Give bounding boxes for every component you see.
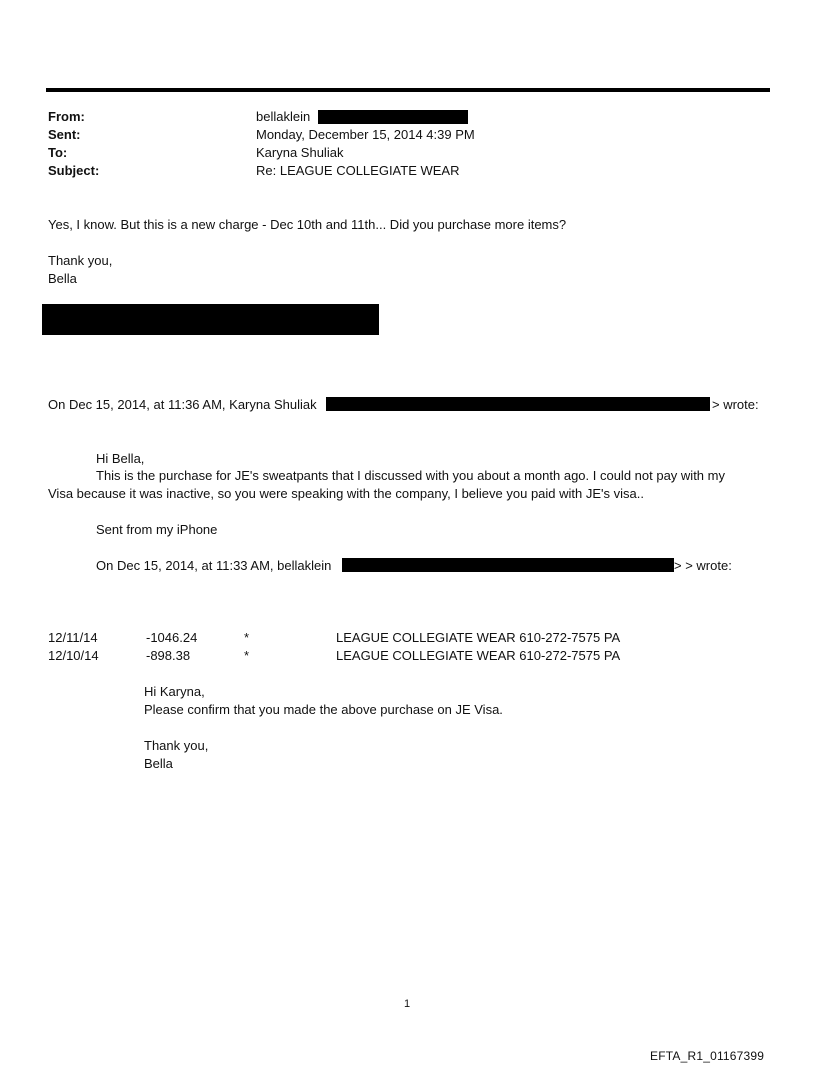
page-number: 1	[404, 998, 411, 1010]
sent-from: Sent from my iPhone	[96, 522, 218, 537]
message-greeting: Hi Karyna,	[144, 684, 205, 699]
from-value: bellaklein	[256, 109, 311, 124]
message-body: Yes, I know. But this is a new charge - Dec 10th and 11th... Did you purchase more items?	[48, 217, 567, 232]
txn-mark: *	[244, 630, 250, 645]
txn-date: 12/10/14	[48, 648, 99, 663]
quote-intro: On Dec 15, 2014, at 11:36 AM, Karyna Shuliak	[48, 397, 317, 412]
from-label: From:	[48, 109, 85, 124]
redaction-bar	[342, 558, 674, 572]
message-closing: Thank you,	[48, 253, 113, 268]
redaction-bar	[318, 110, 468, 124]
message-signature: Bella	[144, 756, 173, 771]
quote-intro: On Dec 15, 2014, at 11:33 AM, bellaklein	[96, 558, 332, 573]
message-body: Please confirm that you made the above purchase on JE Visa.	[144, 702, 503, 717]
txn-amount: -898.38	[146, 648, 191, 663]
txn-date: 12/11/14	[48, 630, 98, 645]
txn-mark: *	[244, 648, 250, 663]
quote-intro-end: > wrote:	[712, 397, 759, 412]
sent-label: Sent:	[48, 127, 81, 142]
txn-description: LEAGUE COLLEGIATE WEAR 610-272-7575 PA	[336, 630, 621, 645]
subject-value: Re: LEAGUE COLLEGIATE WEAR	[256, 163, 460, 178]
message-closing: Thank you,	[144, 738, 209, 753]
quote-body-line: This is the purchase for JE's sweatpants that I discussed with you about a month ago. I could not pay with my	[96, 468, 725, 483]
document-id: EFTA_R1_01167399	[650, 1049, 765, 1063]
message-signature: Bella	[48, 271, 77, 286]
to-label: To:	[48, 145, 68, 160]
txn-description: LEAGUE COLLEGIATE WEAR 610-272-7575 PA	[336, 648, 621, 663]
quote-body-line: Visa because it was inactive, so you were speaking with the company, I believe you paid with JE's visa..	[48, 486, 644, 501]
subject-label: Subject:	[48, 163, 100, 178]
redaction-bar	[42, 304, 379, 335]
to-value: Karyna Shuliak	[256, 145, 344, 160]
txn-amount: -1046.24	[146, 630, 198, 645]
redaction-bar	[326, 397, 710, 411]
quote-intro-end: > > wrote:	[674, 558, 732, 573]
sent-value: Monday, December 15, 2014 4:39 PM	[256, 127, 475, 142]
quote-greeting: Hi Bella,	[96, 451, 145, 466]
header-rule	[46, 88, 770, 92]
